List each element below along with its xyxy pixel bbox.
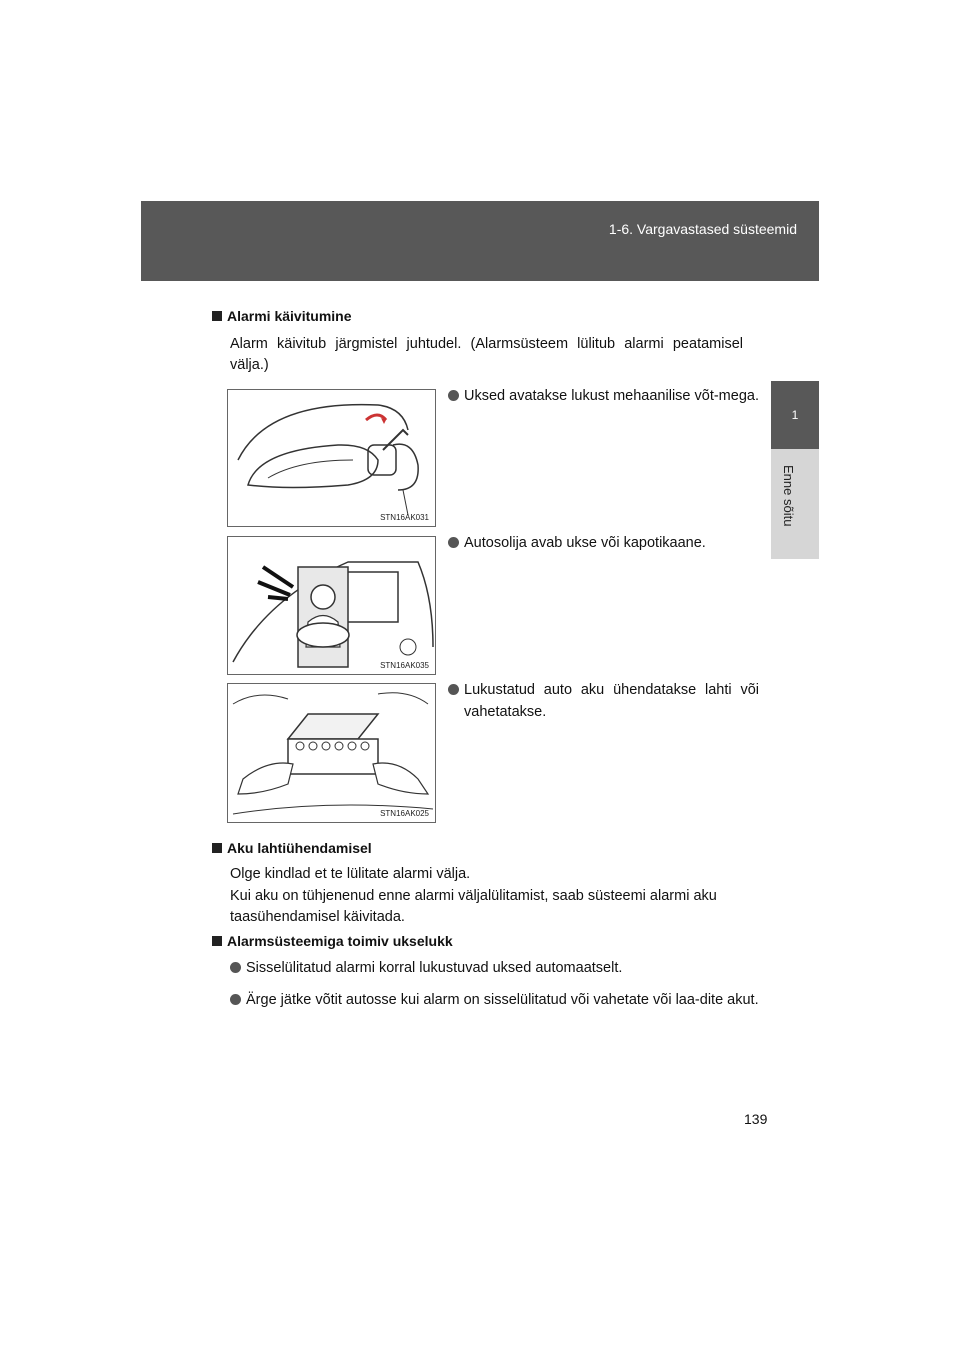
square-bullet-icon [212,843,222,853]
battery-text-1: Olge kindlad et te lülitate alarmi välja. [230,866,471,882]
page-number: 139 [744,1111,768,1127]
car-door-illustration [228,537,435,674]
list-item: Autosolija avab ukse või kapotikaane. [448,532,759,554]
section-title: 1-6. Vargavastased süsteemid [608,221,797,237]
alarm-intro-text: Alarm käivitub järgmistel juhtudel. (Alarmsüsteem lülitub alarmi peatamisel välja.) [230,336,743,373]
figure-code: STN16AK035 [380,661,429,670]
heading-alarm-trigger: Alarmi käivitumine [212,308,352,324]
chapter-label: Enne sõitu [781,465,796,527]
figure-battery [227,683,436,823]
battery-illustration [228,684,435,822]
round-bullet-icon [230,994,241,1005]
list-item: Lukustatud auto aku ühendatakse lahti või vahetatakse. [448,679,759,723]
figure-code: STN16AK031 [380,513,429,522]
round-bullet-icon [448,684,459,695]
section-header-bar [141,201,819,281]
list-item: Uksed avatakse lukust mehaanilise võt-mega. [448,385,759,407]
chapter-tab-label [771,449,819,559]
list-item: Ärge jätke võtit autosse kui alarm on sisselülitatud või vahetate või laa-dite akut. [230,989,759,1011]
square-bullet-icon [212,936,222,946]
heading-battery-disconnect: Aku lahtiühendamisel [212,840,372,856]
list-item: Sisselülitatud alarmi korral lukustuvad uksed automaatselt. [230,957,759,979]
figure-car-door [227,536,436,675]
figure-key-door [227,389,436,527]
figure-code: STN16AK025 [380,809,429,818]
chapter-tab-number [771,381,819,449]
key-door-illustration [228,390,435,526]
round-bullet-icon [448,537,459,548]
heading-door-lock: Alarmsüsteemiga toimiv ukselukk [212,933,453,949]
battery-text-2: Kui aku on tühjenenud enne alarmi väljalülitamist, saab süsteemi alarmi aku taasühendamisel käivitada. [230,888,717,925]
round-bullet-icon [448,390,459,401]
round-bullet-icon [230,962,241,973]
square-bullet-icon [212,311,222,321]
chapter-number: 1 [791,408,799,422]
